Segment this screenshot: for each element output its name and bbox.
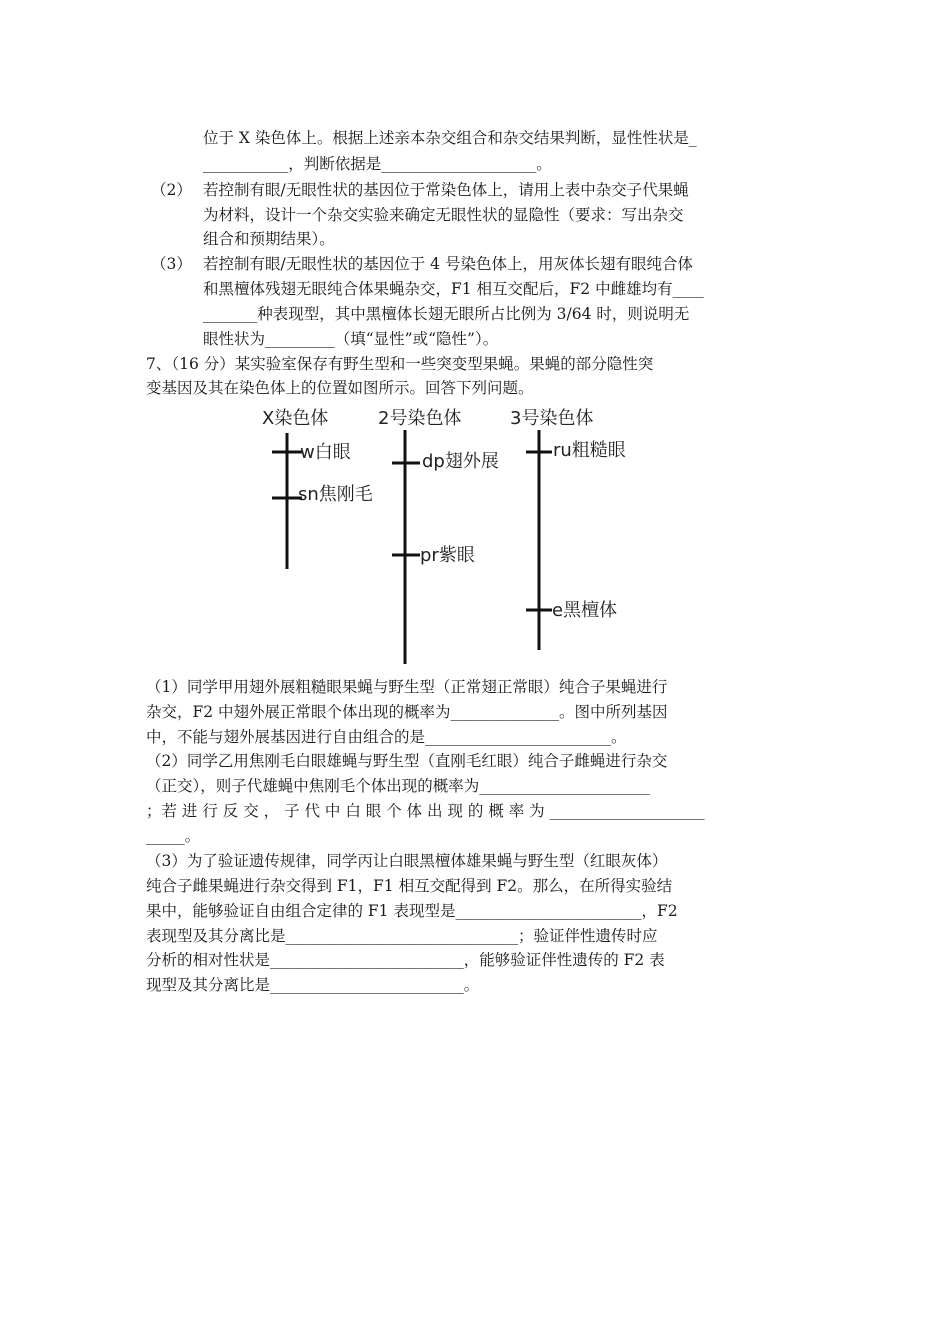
chromosome-2-title: 2号染色体 xyxy=(378,408,462,429)
text-line: 现型及其分离比是_________________________。 xyxy=(146,976,480,994)
text-line: 若控制有眼/无眼性状的基因位于 4 号染色体上，用灰体长翅有眼纯合体 xyxy=(203,255,693,273)
question-number: （3） xyxy=(151,255,192,273)
gene-label: ru粗糙眼 xyxy=(553,440,626,461)
text-line: （1）同学甲用翅外展粗糙眼果蝇与野生型（正常翅正常眼）纯合子果蝇进行 xyxy=(146,678,668,696)
chromosome-x-title: X染色体 xyxy=(262,408,329,429)
question-heading: 7、（16 分）某实验室保存有野生型和一些突变型果蝇。果蝇的部分隐性突 xyxy=(146,355,654,373)
text-line: 分析的相对性状是_________________________，能够验证伴性遗传的 F2 表 xyxy=(146,951,665,969)
text-line: 位于 X 染色体上。根据上述亲本杂交组合和杂交结果判断，显性性状是_ xyxy=(203,129,697,147)
text-line: 眼性状为_________（填“显性”或“隐性”）。 xyxy=(203,330,499,348)
text-line: 纯合子雌果蝇进行杂交得到 F1，F1 相互交配得到 F2。那么，在所得实验结 xyxy=(146,877,673,895)
text-line: ___________，判断依据是____________________。 xyxy=(203,155,552,173)
text-line: （正交），则子代雄蝇中焦刚毛个体出现的概率为______________________ xyxy=(146,777,650,795)
text-line: 变基因及其在染色体上的位置如图所示。回答下列问题。 xyxy=(146,379,534,397)
text-line: 果中，能够验证自由组合定律的 F1 表现型是________________________，F2 xyxy=(146,902,678,920)
text-line: ；若 进 行 反 交 ， 子 代 中 白 眼 个 体 出 现 的 概 率 为 ____________________ xyxy=(146,802,705,820)
text-line: _____。 xyxy=(146,827,201,845)
text-line: （3）为了验证遗传规律，同学丙让白眼黑檀体雄果蝇与野生型（红眼灰体） xyxy=(146,852,668,870)
text-line: 表现型及其分离比是______________________________；验证伴性遗传时应 xyxy=(146,927,658,945)
gene-label: dp翅外展 xyxy=(422,451,499,472)
text-line: _______种表现型，其中黑檀体长翅无眼所占比例为 3/64 时，则说明无 xyxy=(203,305,690,323)
text-line: 组合和预期结果）。 xyxy=(203,230,335,248)
text-line: 中，不能与翅外展基因进行自由组合的是________________________。 xyxy=(146,728,627,746)
gene-label: e黑檀体 xyxy=(552,600,618,621)
chromosome-3-title: 3号染色体 xyxy=(510,408,594,429)
text-line: 为材料，设计一个杂交实验来确定无眼性状的显隐性（要求：写出杂交 xyxy=(203,206,684,224)
gene-label: w白眼 xyxy=(300,442,351,463)
text-line: 杂交，F2 中翅外展正常眼个体出现的概率为______________。图中所列基因 xyxy=(146,703,668,721)
gene-label: pr紫眼 xyxy=(420,545,475,566)
text-line: 和黑檀体残翅无眼纯合体果蝇杂交，F1 相互交配后，F2 中雌雄均有____ xyxy=(203,280,704,298)
question-number: （2） xyxy=(151,181,192,199)
text-line: （2）同学乙用焦刚毛白眼雄蝇与野生型（直刚毛红眼）纯合子雌蝇进行杂交 xyxy=(146,752,668,770)
text-line: 若控制有眼/无眼性状的基因位于常染色体上，请用上表中杂交子代果蝇 xyxy=(203,181,689,199)
gene-label: sn焦刚毛 xyxy=(298,484,373,505)
